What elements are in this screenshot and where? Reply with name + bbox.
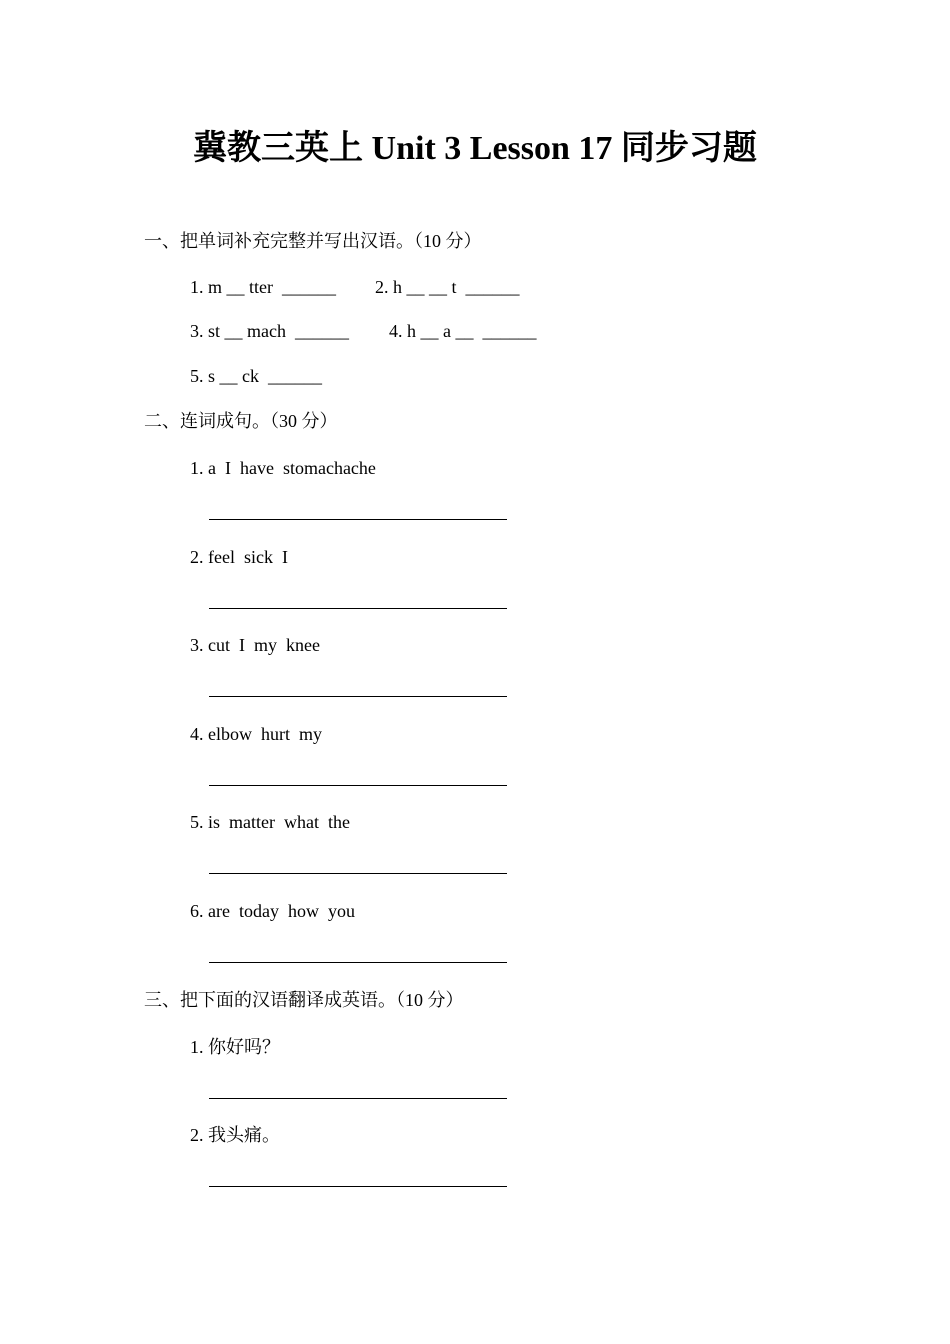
section-1-item-1: 1. m __ tter ______ [190, 277, 336, 297]
answer-line-2-3[interactable] [209, 696, 507, 697]
answer-line-2-6[interactable] [209, 962, 507, 963]
section-2-heading: 二、连词成句。（30 分） [144, 411, 338, 431]
section-3-heading: 三、把下面的汉语翻译成英语。（10 分） [144, 990, 464, 1010]
section-1-heading: 一、把单词补充完整并写出汉语。（10 分） [144, 231, 482, 251]
section-2-item-1: 1. a I have stomachache [190, 458, 376, 478]
section-2-item-2: 2. feel sick I [190, 547, 288, 567]
section-1-item-3: 3. st __ mach ______ [190, 321, 349, 341]
section-2-item-6: 6. are today how you [190, 901, 355, 921]
page-title: 冀教三英上 Unit 3 Lesson 17 同步习题 [193, 130, 757, 167]
answer-line-3-2[interactable] [209, 1186, 507, 1187]
answer-line-2-1[interactable] [209, 519, 507, 520]
section-1-item-5: 5. s __ ck ______ [190, 366, 322, 386]
section-3-item-2: 2. 我头痛。 [190, 1125, 280, 1145]
answer-line-2-5[interactable] [209, 873, 507, 874]
section-1-item-4: 4. h __ a __ ______ [389, 321, 537, 341]
section-2-item-4: 4. elbow hurt my [190, 724, 322, 744]
answer-line-2-2[interactable] [209, 608, 507, 609]
section-1-item-2: 2. h __ __ t ______ [375, 277, 520, 297]
answer-line-2-4[interactable] [209, 785, 507, 786]
section-2-item-5: 5. is matter what the [190, 812, 350, 832]
answer-line-3-1[interactable] [209, 1098, 507, 1099]
section-2-item-3: 3. cut I my knee [190, 635, 320, 655]
section-3-item-1: 1. 你好吗？ [190, 1037, 280, 1057]
